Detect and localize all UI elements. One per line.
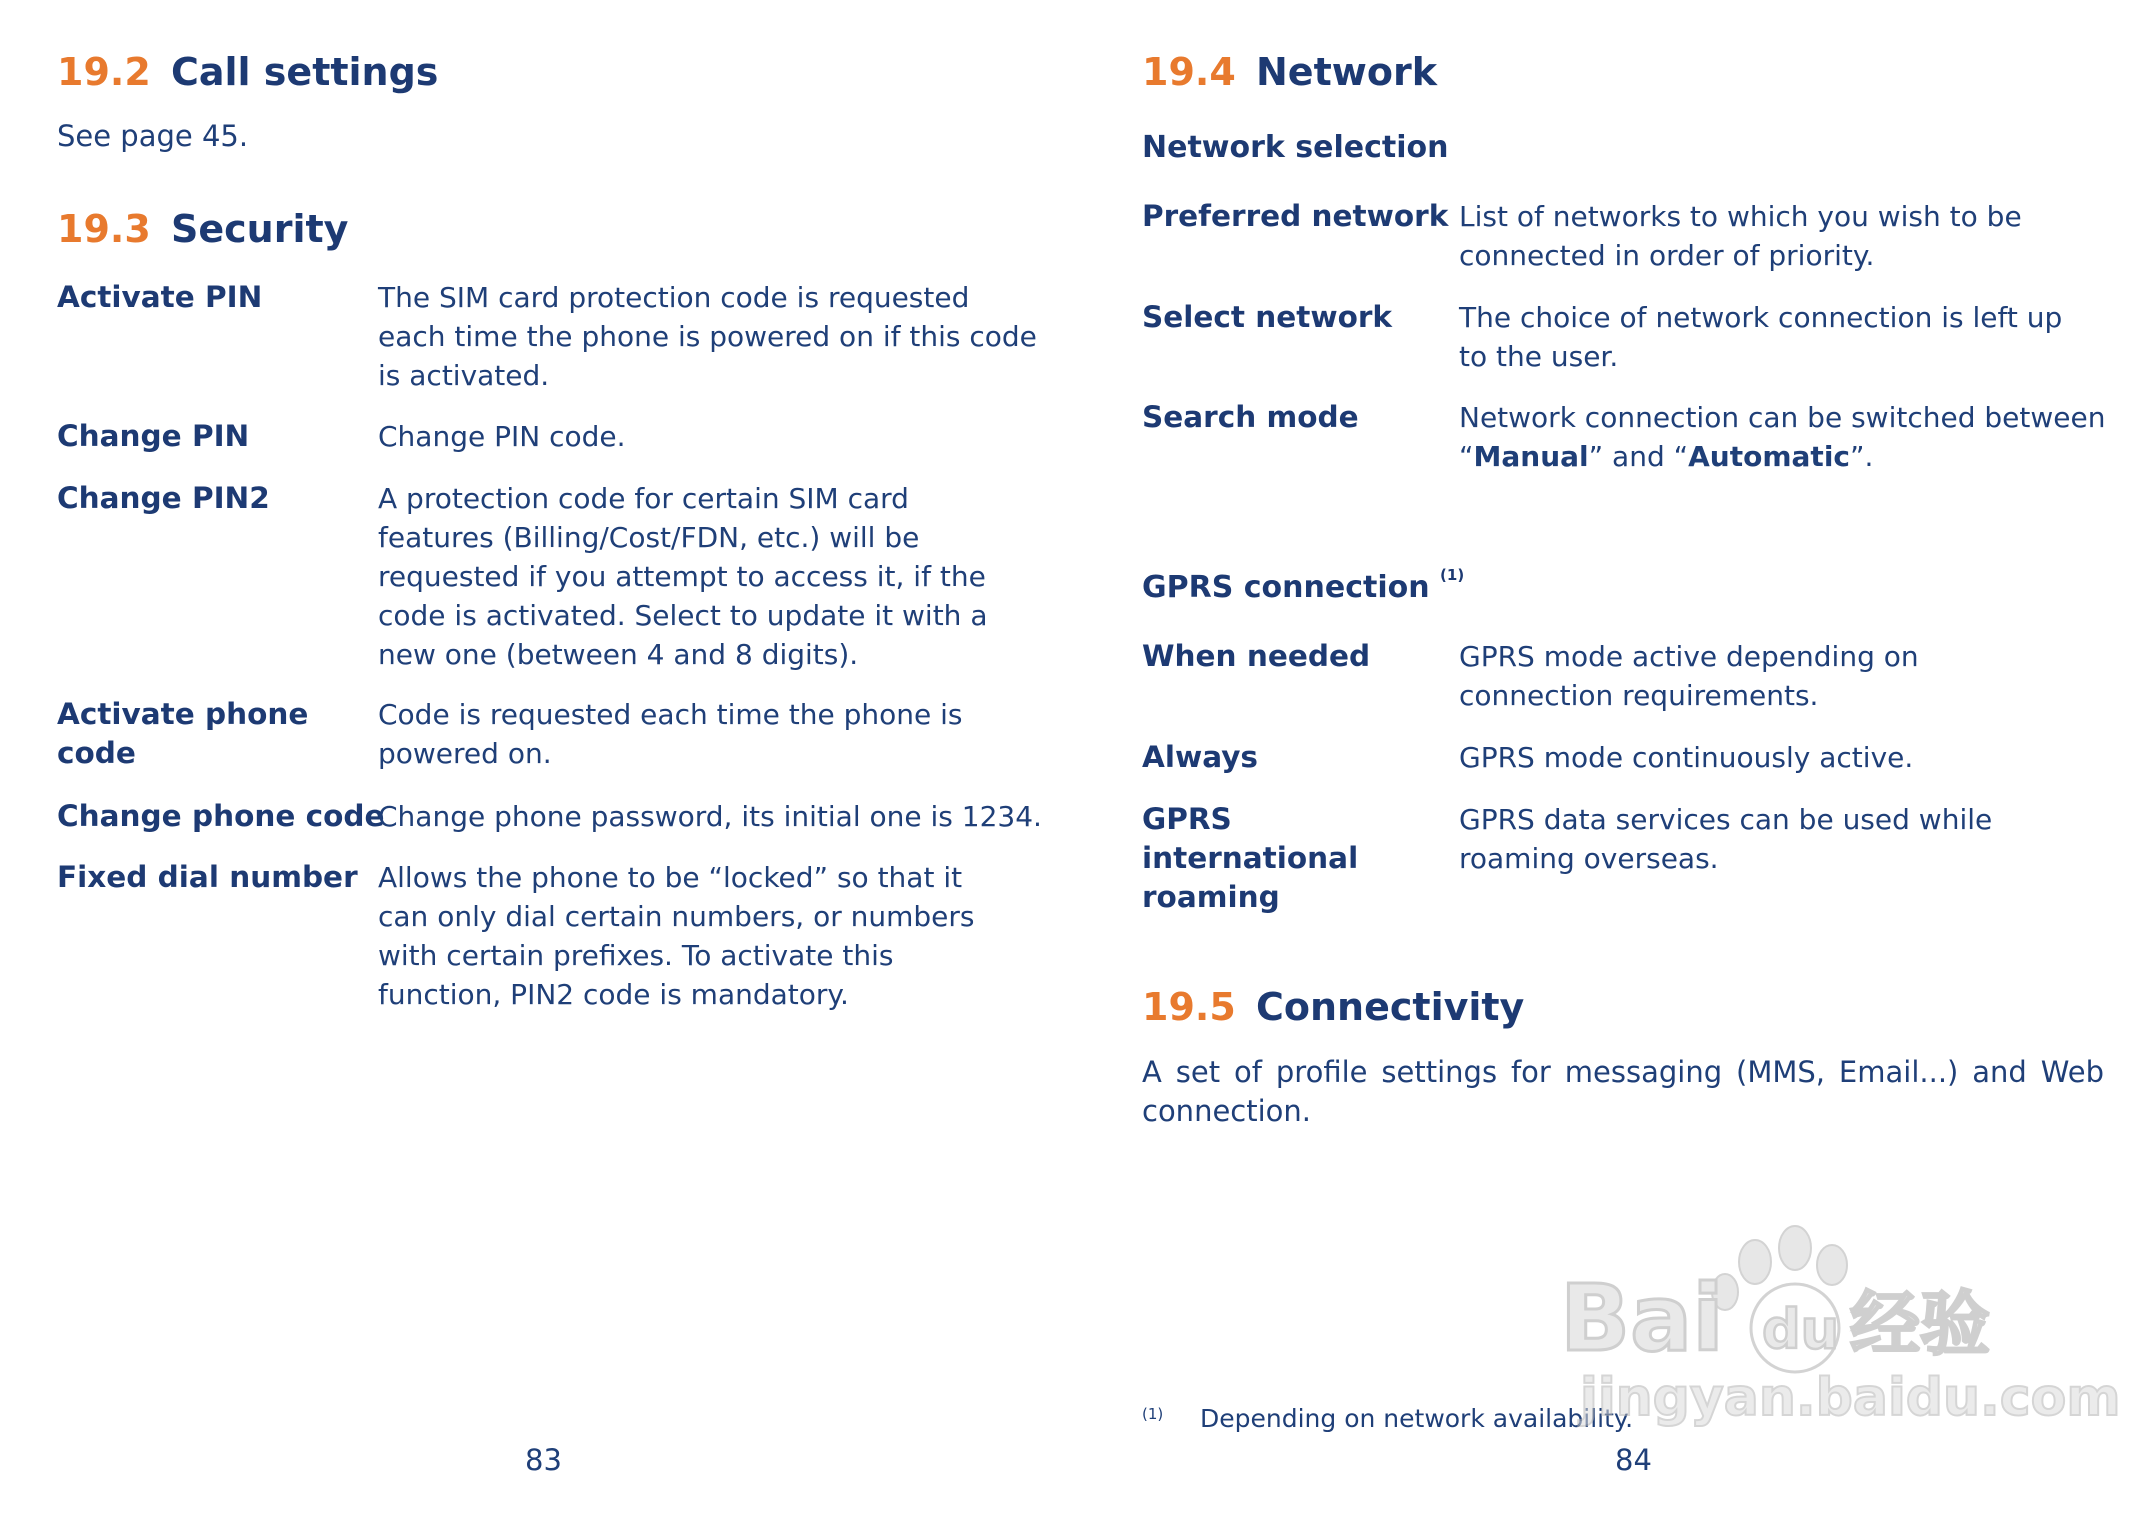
automatic-label: Automatic bbox=[1688, 440, 1851, 473]
baidu-watermark-logo bbox=[1540, 1210, 2121, 1460]
section-number: 19.3 bbox=[57, 207, 151, 251]
term-change-pin: Change PIN bbox=[57, 419, 250, 453]
term-activate-pin: Activate PIN bbox=[57, 280, 263, 314]
manual-label: Manual bbox=[1473, 440, 1589, 473]
desc-change-phone-code: Change phone password, its initial one is 1234. bbox=[378, 800, 1042, 833]
gprs-connection-heading bbox=[1142, 566, 1465, 605]
section-heading-network bbox=[1142, 50, 1437, 94]
section-title: Connectivity bbox=[1256, 985, 1525, 1029]
section-title: Call settings bbox=[171, 50, 439, 94]
term-preferred-network: Preferred network bbox=[1142, 199, 1449, 233]
call-settings-text: See page 45. bbox=[57, 119, 249, 153]
term-change-phone-code: Change phone code bbox=[57, 799, 385, 833]
desc-activate-phone-code: Code is requested each time the phone is powered on. bbox=[378, 698, 963, 770]
search-mode-text: Network connection can be switched between “ bbox=[1459, 401, 2106, 473]
section-title: Security bbox=[171, 207, 349, 251]
footnote-text: Depending on network availability. bbox=[1200, 1404, 1634, 1433]
connectivity-text-line-1: A set of profile settings for messaging (MMS, Email...) and Web bbox=[1142, 1055, 2104, 1089]
term-fixed-dial-number: Fixed dial number bbox=[57, 860, 358, 894]
section-number: 19.2 bbox=[57, 50, 151, 94]
term-always: Always bbox=[1142, 740, 1258, 774]
section-heading-connectivity bbox=[1142, 985, 1525, 1029]
connectivity-text-line-2: connection. bbox=[1142, 1094, 1312, 1128]
page-number: 83 bbox=[525, 1443, 562, 1477]
watermark-cn: 经验 bbox=[1850, 1283, 1990, 1365]
term-activate-phone-code: Activate phone code bbox=[57, 697, 309, 770]
section-number: 19.5 bbox=[1142, 985, 1236, 1029]
watermark-url: jingyan.baidu.com bbox=[1580, 1368, 2121, 1428]
footnote-mark: (1) bbox=[1440, 566, 1465, 584]
desc-search-mode bbox=[1459, 398, 2119, 476]
desc-select-network: The choice of network connection is left up to the user. bbox=[1459, 301, 2063, 373]
search-mode-text: ”. bbox=[1850, 440, 1874, 473]
gprs-heading-text: GPRS connection bbox=[1142, 570, 1430, 605]
term-gprs-international-roaming: GPRS international roaming bbox=[1142, 802, 1359, 914]
desc-activate-pin: The SIM card protection code is requested each time the phone is powered on if this code is activated. bbox=[378, 281, 1037, 392]
watermark-brand-du: du bbox=[1762, 1298, 1840, 1361]
section-heading-call-settings bbox=[57, 50, 439, 94]
desc-preferred-network: List of networks to which you wish to be connected in order of priority. bbox=[1459, 200, 2022, 272]
desc-fixed-dial-number: Allows the phone to be “locked” so that it can only dial certain numbers, or numbers with certain prefixes. To activate this function, PIN2 code is mandatory. bbox=[378, 861, 975, 1011]
desc-gprs-international-roaming: GPRS data services can be used while roaming overseas. bbox=[1459, 803, 1993, 875]
section-title: Network bbox=[1256, 50, 1437, 94]
desc-change-pin2: A protection code for certain SIM card features (Billing/Cost/FDN, etc.) will be requested if you attempt to access it, if the code is activated. Select to update it with a new one (between 4 and 8 digits). bbox=[378, 482, 988, 671]
term-select-network: Select network bbox=[1142, 300, 1393, 334]
desc-when-needed: GPRS mode active depending on connection requirements. bbox=[1459, 640, 1919, 712]
term-search-mode: Search mode bbox=[1142, 400, 1359, 434]
page-number: 84 bbox=[1615, 1443, 1652, 1477]
section-number: 19.4 bbox=[1142, 50, 1236, 94]
desc-change-pin: Change PIN code. bbox=[378, 420, 626, 453]
search-mode-text: ” and “ bbox=[1588, 440, 1689, 473]
network-selection-heading: Network selection bbox=[1142, 130, 1449, 165]
footnote-mark: (1) bbox=[1142, 1405, 1164, 1423]
term-change-pin2: Change PIN2 bbox=[57, 481, 270, 515]
term-when-needed: When needed bbox=[1142, 639, 1371, 673]
watermark-brand: Bai bbox=[1560, 1265, 1724, 1372]
section-heading-security bbox=[57, 207, 349, 251]
desc-always: GPRS mode continuously active. bbox=[1459, 741, 1914, 774]
